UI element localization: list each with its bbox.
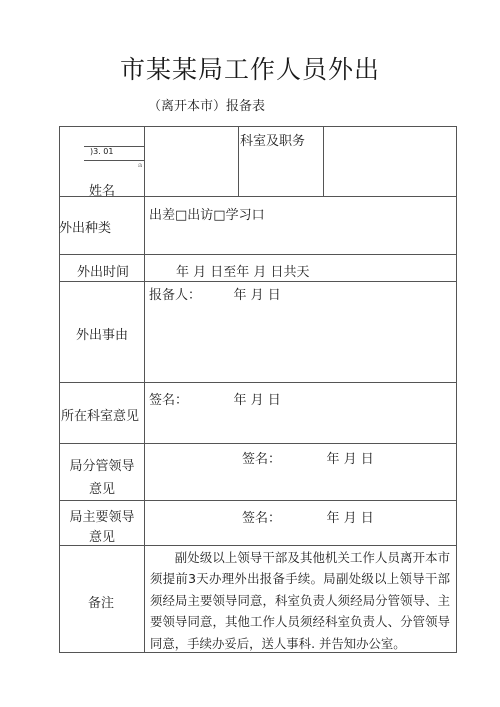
table-left-border <box>59 126 60 653</box>
row-divider <box>59 443 457 444</box>
name-label: 姓名 <box>89 184 116 199</box>
fragment-code: )3. 01 <box>90 147 114 156</box>
form-subtitle: （离开本市）报备表 <box>148 99 266 114</box>
row-divider <box>59 545 457 546</box>
dept-opinion-label: 所在科室意见 <box>61 409 140 424</box>
main-sign-line: 签名： 年 月 日 <box>242 511 374 526</box>
main-leader-label-line2: 意见 <box>88 530 115 545</box>
branch-leader-label-line2: 意见 <box>88 482 115 497</box>
branch-sign-line: 签名： 年 月 日 <box>242 452 374 467</box>
row-divider <box>59 281 457 282</box>
form-title: 市某某局工作人员外出 <box>119 55 380 84</box>
main-leader-label: 局主要领导 <box>69 510 135 525</box>
branch-leader-label: 局分管领导 <box>69 459 135 474</box>
time-label: 外出时间 <box>77 265 130 280</box>
type-options: 出差□出访□学习口 <box>149 208 265 223</box>
label-column-divider <box>144 126 145 653</box>
reporter-line: 报备人： 年 月 日 <box>149 288 281 303</box>
fragment-mark: ａ <box>137 162 144 169</box>
type-label: 外出种类 <box>59 221 112 236</box>
table-top-border <box>59 126 457 127</box>
fragment-line <box>84 160 144 161</box>
remark-text: 副处级以上领导干部及其他机关工作人员离开本市须提前3天办理外出报备手续。局副处级以上领导干部须经局主要领导同意，科室负责人须经局分管领导、主要领导同意，其他工作人员须经科室负责人、分管领导同意，手续办妥后，送人事科. 并告知办公室。 <box>150 550 450 651</box>
row-divider <box>59 196 457 197</box>
time-value: 年 月 日至年 月 日共天 <box>176 265 310 280</box>
table-right-border <box>456 126 457 653</box>
column-divider <box>238 126 239 196</box>
column-divider <box>323 126 324 196</box>
dept-sign-line: 签名： 年 月 日 <box>149 393 281 408</box>
row-divider <box>59 382 457 383</box>
row-divider <box>59 254 457 255</box>
dept-label: 科室及职务 <box>240 134 306 149</box>
reason-label: 外出事由 <box>76 328 129 343</box>
row-divider <box>59 500 457 501</box>
remark-label: 备注 <box>88 596 115 611</box>
